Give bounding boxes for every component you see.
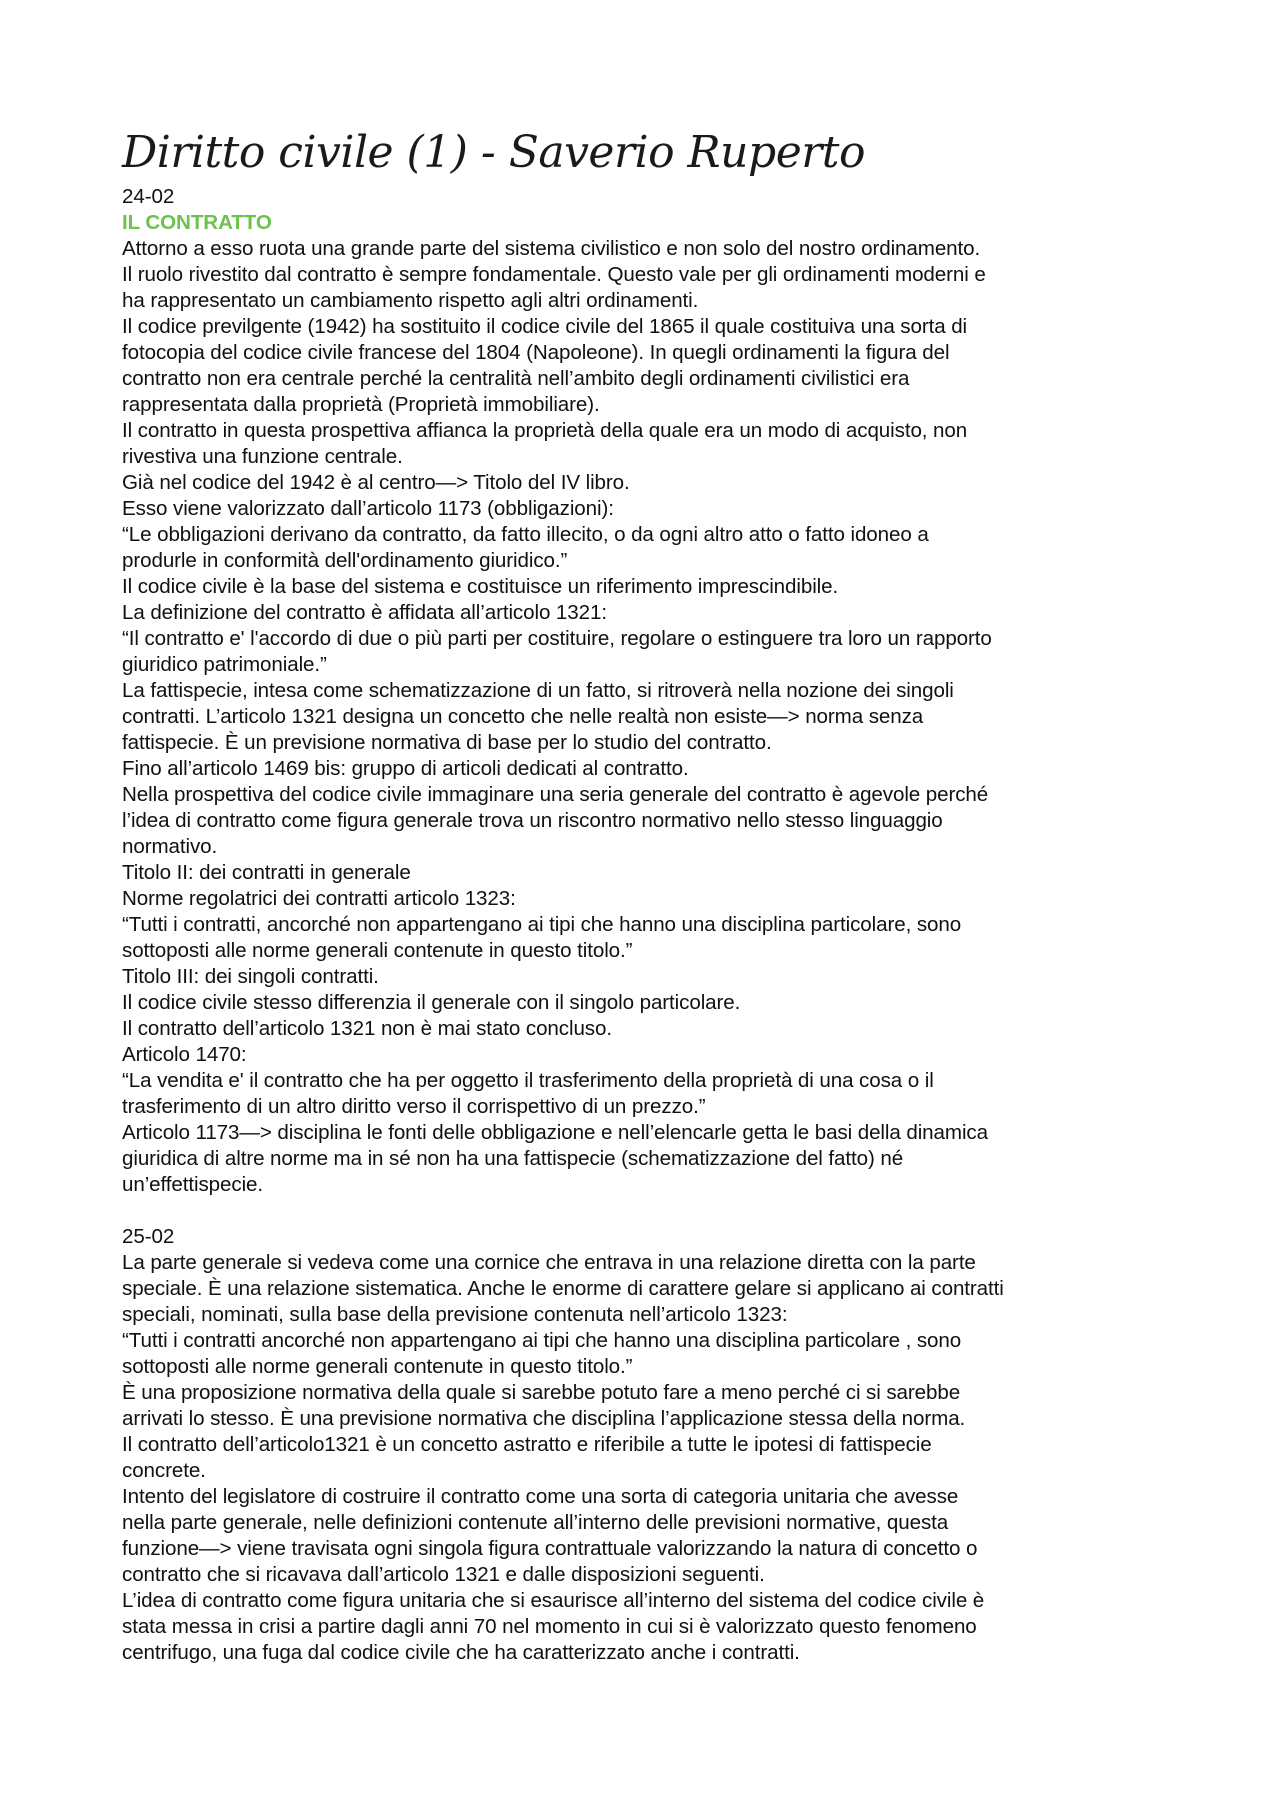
text-line: contratto che si ricavava dall’articolo 1321 e dalle disposizioni seguenti. [122, 1563, 765, 1586]
text-line: rappresentata dalla proprietà (Proprietà immobiliare). [122, 393, 600, 416]
text-line: stata messa in crisi a partire dagli anni 70 nel momento in cui si è valorizzato questo fenomeno [122, 1615, 977, 1638]
text-line: rivestiva una funzione centrale. [122, 445, 403, 468]
text-line: nella parte generale, nelle definizioni contenute all’interno delle previsioni normative, questa [122, 1511, 949, 1534]
text-line: normativo. [122, 835, 218, 858]
text-line: È una proposizione normativa della quale si sarebbe potuto fare a meno perché ci si sarebbe [122, 1381, 961, 1404]
text-line: Il codice previlgente (1942) ha sostituito il codice civile del 1865 il quale costituiva una sorta di [122, 315, 968, 338]
text-line: Titolo III: dei singoli contratti. [122, 965, 379, 988]
text-line: Nella prospettiva del codice civile immaginare una seria generale del contratto è agevole perché [122, 783, 989, 806]
text-line: giuridica di altre norme ma in sé non ha una fattispecie (schematizzazione del fatto) né [122, 1147, 904, 1170]
text-line: produrle in conformità dell'ordinamento giuridico.” [122, 549, 568, 572]
text-line: speciali, nominati, sulla base della previsione contenuta nell’articolo 1323: [122, 1303, 788, 1326]
section-spacer [122, 1198, 1172, 1224]
text-line: centrifugo, una fuga dal codice civile che ha caratterizzato anche i contratti. [122, 1641, 800, 1664]
text-line: Il contratto in questa prospettiva affianca la proprietà della quale era un modo di acquisto, non [122, 419, 968, 442]
section-25-02 [122, 1224, 1172, 1666]
text-line: fattispecie. È un previsione normativa di base per lo studio del contratto. [122, 731, 772, 754]
text-line: speciale. È una relazione sistematica. Anche le enorme di carattere gelare si applicano ai contratti [122, 1277, 1004, 1300]
text-line: giuridico patrimoniale.” [122, 653, 327, 676]
section-heading: IL CONTRATTO [122, 211, 272, 234]
text-line: trasferimento di un altro diritto verso il corrispettivo di un prezzo.” [122, 1095, 706, 1118]
text-line: Norme regolatrici dei contratti articolo 1323: [122, 887, 516, 910]
text-line: funzione—> viene travisata ogni singola figura contrattuale valorizzando la natura di concetto o [122, 1537, 978, 1560]
text-line: arrivati lo stesso. È una previsione normativa che disciplina l’applicazione stessa della norma. [122, 1407, 966, 1430]
text-line: Attorno a esso ruota una grande parte del sistema civilistico e non solo del nostro ordinamento. [122, 237, 981, 260]
document-title: Diritto civile (1) - Saverio Ruperto [122, 127, 865, 178]
text-line: “Le obbligazioni derivano da contratto, da fatto illecito, o da ogni altro atto o fatto idoneo a [122, 523, 929, 546]
text-line: ha rappresentato un cambiamento rispetto agli altri ordinamenti. [122, 289, 699, 312]
text-line: Titolo II: dei contratti in generale [122, 861, 411, 884]
text-line: un’effettispecie. [122, 1173, 264, 1196]
text-line: Il codice civile stesso differenzia il generale con il singolo particolare. [122, 991, 741, 1014]
text-line: “La vendita e' il contratto che ha per oggetto il trasferimento della proprietà di una cosa o il [122, 1069, 934, 1092]
text-line: Intento del legislatore di costruire il contratto come una sorta di categoria unitaria che avesse [122, 1485, 959, 1508]
text-line: concrete. [122, 1459, 206, 1482]
text-line: La fattispecie, intesa come schematizzazione di un fatto, si ritroverà nella nozione dei singoli [122, 679, 954, 702]
text-line: Il contratto dell’articolo1321 è un concetto astratto e riferibile a tutte le ipotesi di fattispecie [122, 1433, 932, 1456]
text-line: fotocopia del codice civile francese del 1804 (Napoleone). In quegli ordinamenti la figura del [122, 341, 950, 364]
text-line: L’idea di contratto come figura unitaria che si esaurisce all’interno del sistema del codice civile è [122, 1589, 985, 1612]
section-body [122, 1250, 1172, 1666]
text-line: Articolo 1470: [122, 1043, 247, 1066]
document-content [122, 122, 1172, 1666]
text-line: l’idea di contratto come figura generale trova un riscontro normativo nello stesso linguaggio [122, 809, 943, 832]
text-line: sottoposti alle norme generali contenute in questo titolo.” [122, 939, 633, 962]
section-body [122, 236, 1172, 1198]
section-date: 25-02 [122, 1225, 175, 1248]
text-line: Esso viene valorizzato dall’articolo 1173 (obbligazioni): [122, 497, 614, 520]
text-line: “Tutti i contratti, ancorché non appartengano ai tipi che hanno una disciplina particolare, sono [122, 913, 962, 936]
text-line: Fino all’articolo 1469 bis: gruppo di articoli dedicati al contratto. [122, 757, 689, 780]
text-line: La parte generale si vedeva come una cornice che entrava in una relazione diretta con la parte [122, 1251, 976, 1274]
text-line: contratti. L’articolo 1321 designa un concetto che nelle realtà non esiste—> norma senza [122, 705, 924, 728]
text-line: La definizione del contratto è affidata all’articolo 1321: [122, 601, 607, 624]
section-24-02 [122, 184, 1172, 1198]
text-line: Il codice civile è la base del sistema e costituisce un riferimento imprescindibile. [122, 575, 839, 598]
text-line: sottoposti alle norme generali contenute in questo titolo.” [122, 1355, 633, 1378]
text-line: “Il contratto e' l'accordo di due o più parti per costituire, regolare o estinguere tra loro un rapporto [122, 627, 992, 650]
text-line: Articolo 1173—> disciplina le fonti delle obbligazione e nell’elencarle getta le basi della dinamica [122, 1121, 988, 1144]
section-date: 24-02 [122, 185, 175, 208]
text-line: contratto non era centrale perché la centralità nell’ambito degli ordinamenti civilistici era [122, 367, 910, 390]
text-line: Il contratto dell’articolo 1321 non è mai stato concluso. [122, 1017, 612, 1040]
text-line: Già nel codice del 1942 è al centro—> Titolo del IV libro. [122, 471, 630, 494]
text-line: “Tutti i contratti ancorché non appartengano ai tipi che hanno una disciplina particolare , sono [122, 1329, 962, 1352]
text-line: Il ruolo rivestito dal contratto è sempre fondamentale. Questo vale per gli ordinamenti moderni e [122, 263, 986, 286]
